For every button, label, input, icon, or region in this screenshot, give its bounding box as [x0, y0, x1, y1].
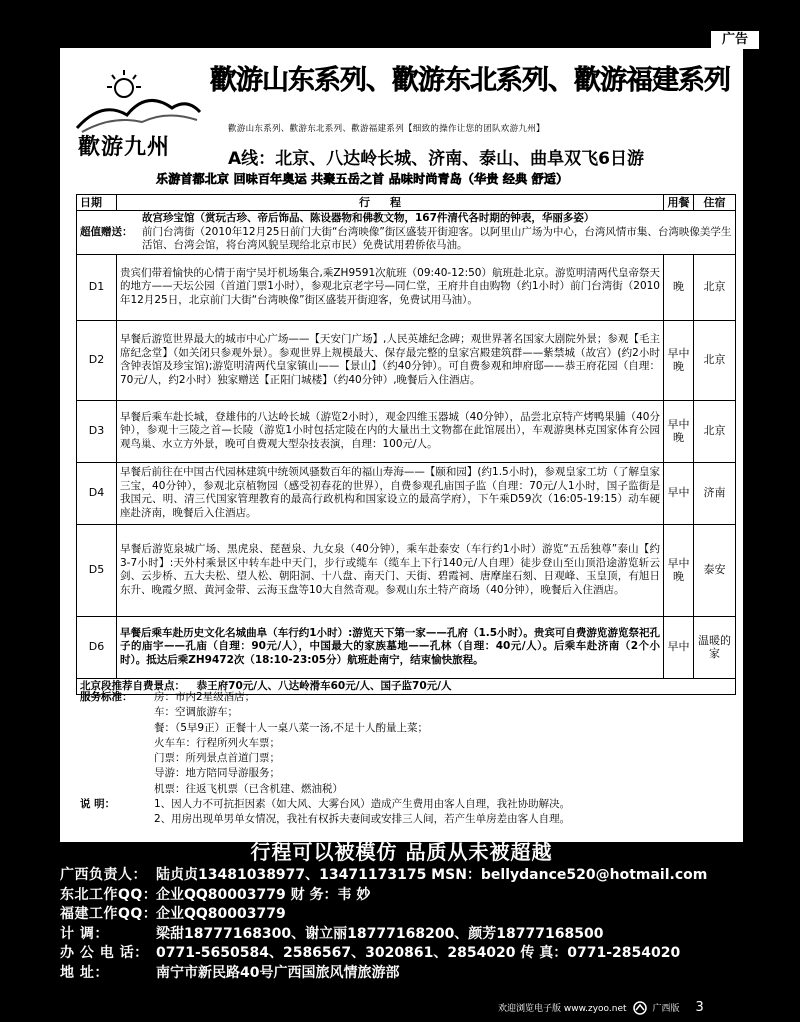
row-stay: 北京: [694, 254, 736, 320]
service-item: 机票：往返飞机票（已含机建、燃油税）: [154, 782, 343, 795]
service-item: 火车车：行程所列火车票；: [154, 736, 280, 749]
table-row: [77, 616, 736, 678]
table-row: [77, 320, 736, 400]
contact-label: 东北工作QQ：: [60, 886, 158, 903]
row-meal: 早中: [664, 462, 694, 524]
contact-label: 广西负责人：: [60, 867, 147, 883]
header-meal: 用餐: [664, 195, 694, 211]
bonus-label: 超值赠送：: [80, 225, 133, 238]
table-header: [77, 195, 736, 211]
logo-text: 歡游九州: [78, 134, 171, 160]
remark-row: [80, 797, 736, 812]
contact-row: [60, 964, 760, 984]
service-label: 服务标准：: [80, 691, 133, 703]
contact-label: 办 公 电 话：: [60, 945, 149, 961]
row-stay: 北京: [694, 320, 736, 400]
service-item: 车：空调旅游车；: [154, 706, 238, 719]
bonus-line-1: 故宫珍宝馆（赏玩古珍、帝后饰品、陈设器物和佛教文物，167件清代各时期的钟表，华丽多姿）: [142, 212, 595, 224]
contact-value: 陆贞贞13481038977、13471173175 MSN：bellydance520@hotmail.com: [156, 867, 708, 883]
contact-label: 计 调：: [60, 925, 109, 942]
row-day: D3: [77, 400, 117, 462]
table-row: [77, 462, 736, 524]
row-desc: 早餐后乘车赴长城，登雄伟的八达岭长城（游览2小时），观金四维玉器城（40分钟），品尝北京特产烤鸭果脯（40分钟），参观十三陵之首—长陵（游览1小时包括定陵在内的大量出土文物都在此馆展出），车观游奥林克国家体育公园观鸟巢、水立方外景，晚可自费观大型杂技表演，自理：100元/人。: [117, 400, 664, 462]
motto: 行程可以被模仿 品质从未被超越: [250, 840, 553, 864]
header-date: 日期: [77, 195, 117, 211]
service-item: 门票：所列景点首道门票；: [154, 752, 280, 765]
bonus-line-2: 前门台湾街（2010年12月25日前门大街“台湾映像”街区盛装开街迎客。以阿里山广场为中心，台湾风情市集、台湾映像美学生活馆、台湾会馆，将台湾风貌呈现给北京市民）免费试用碧侨依马油。: [142, 225, 732, 251]
contact-row: [60, 905, 760, 925]
main-title: 歡游山东系列、歡游东北系列、歡游福建系列: [210, 65, 730, 96]
emblem-icon: [633, 1001, 647, 1015]
table-row: [77, 254, 736, 320]
row-stay: 北京: [694, 400, 736, 462]
contact-value: 企业QQ80003779 财 务：韦 妙: [156, 886, 371, 903]
contact-value: 梁甜18777168300、谢立丽18777168200、颜芳18777168500: [156, 925, 604, 942]
row-desc: 早餐后乘车赴历史文化名城曲阜（车行约1小时）:游览天下第一家——孔府（1.5小时）。贵宾可自费游览游览祭祀孔子的庙宇——孔庙（自理：90元/人），中国最大的家族墓地——孔林（自理：40元/人）。后乘车赴济南（2个小时）。抵达后乘ZH9472次（18:10-23:05分）航班赴南宁，结束愉快旅程。: [117, 616, 664, 678]
table-row: [77, 524, 736, 616]
remark-item: 1、因人力不可抗拒因素（如大风、大雾台风）造成产生费用由客人自理，我社协助解决。: [154, 798, 571, 811]
contact-label: 福建工作QQ：: [60, 906, 158, 922]
bonus-row: [77, 211, 736, 255]
header-itinerary: 行程: [117, 195, 664, 211]
row-meal: 早中: [664, 616, 694, 678]
ad-tag: 广告: [710, 30, 760, 50]
contact-label: 地 址：: [60, 964, 109, 981]
row-desc: 早餐后前往在中国古代园林建筑中统领风骚数百年的福山寿海——【颐和园】(约1.5小时)，参观皇家工坊（了解皇家三宝，40分钟），参观北京植物园（感受初春花的世界），自费参观孔庙国子监（自理：70元/人1小时，国子监街是我国元、明、清三代国家管理教育的最高行政机构和国家设立的最高学府），下午乘D59次（16:05-19:15）动车硬座赴济南，晚餐后入住酒店。: [117, 462, 664, 524]
table-row: [77, 400, 736, 462]
bonus-line-2-wrap: [80, 226, 732, 253]
contact-row: [60, 886, 760, 906]
row-desc: 早餐后游览泉城广场、黑虎泉、琵琶泉、九女泉（40分钟），乘车赴泰安（车行约1小时）游览“五岳独尊”泰山【约3-7小时】:天外村乘景区中转车赴中天门，步行或缆车（缆车上下行140元/人自理）徒步登山至山顶沿途游览斩云剑、云步桥、五大夫松、望人松、朝阳洞、十八盘、南天门、天街、碧霞祠、唐摩崖石刻、日观峰、玉皇顶，有旭日东升、晚霞夕照、黄河金带、云海玉盘等10大自然奇观。参观山东土特产商场（40分钟），晚餐后入住酒店。: [117, 524, 664, 616]
notes-section: [80, 690, 736, 828]
contact-value: 南宁市新民路40号广西国旅风情旅游部: [156, 964, 400, 981]
header-stay: 住宿: [694, 195, 736, 211]
service-item: 房：市内2星级酒店；: [154, 691, 256, 703]
contact-value: 0771-5650584、2586567、3020861、2854020 传 真：0771-2854020: [156, 945, 681, 961]
row-desc: 贵宾们带着愉快的心情于南宁吴圩机场集合,乘ZH9591次航班（09:40-12:50）航班赴北京。游览明清两代皇帝祭天的地方——天坛公园（首道门票1小时），参观北京老字号—同仁堂，王府井自由购物（约1小时）前门台湾街（2010年12月25日，北京前门大街“台湾映像”街区盛装开街迎客，免费试用马油）。: [117, 254, 664, 320]
contact-value: 企业QQ80003779: [156, 906, 286, 922]
remark-item: 2、用房出现单男单女情况，我社有权拆夫妻间或安排三人间，若产生单房差由客人自理。: [154, 813, 571, 826]
contact-row: [60, 866, 760, 886]
row-day: D5: [77, 524, 117, 616]
row-meal: 早中晚: [664, 320, 694, 400]
itinerary-table: [76, 194, 736, 695]
row-meal: 早中晚: [664, 524, 694, 616]
row-desc: 早餐后游览世界最大的城市中心广场——【天安门广场】,人民英雄纪念碑；观世界著名国家大剧院外景；参观【毛主席纪念堂】（如关闭只参观外景）。参观世界上规模最大、保存最完整的皇家宫殿建筑群——紫禁城（故宫）(约2小时含钟表馆及珍宝馆);游览明清两代皇家镇山——【景山】（约40分钟）。可自费参观和坤府邸——恭王府花园（自理：70元/人，约2小时）独家赠送【正阳门城楼】（约40分钟）,晚餐后入住酒店。: [117, 320, 664, 400]
row-stay: 泰安: [694, 524, 736, 616]
contact-row: [60, 944, 760, 964]
footer-edition: 广西版: [652, 1004, 680, 1014]
contact-row: [60, 925, 760, 945]
row-day: D6: [77, 616, 117, 678]
row-stay: 温暖的家: [694, 616, 736, 678]
row-day: D2: [77, 320, 117, 400]
optional-spots-label: 北京段推荐自费景点：: [80, 679, 185, 692]
row-meal: 早中晚: [664, 400, 694, 462]
row-day: D1: [77, 254, 117, 320]
row-stay: 济南: [694, 462, 736, 524]
service-item: 餐：（5早9正）正餐十人一桌八菜一汤,不足十人酌量上菜；: [154, 721, 428, 734]
ad-sheet: [60, 48, 743, 842]
line-title: A线：北京、八达岭长城、济南、泰山、曲阜双飞6日游: [228, 149, 644, 169]
slogan: 乐游首都北京 回味百年奥运 共聚五岳之首 品味时尚青岛（华贵 经典 舒适）: [156, 172, 569, 186]
row-meal: 晚: [664, 254, 694, 320]
bonus-cell: [77, 211, 736, 255]
optional-spots-text: 恭王府70元/人、八达岭滑车60元/人、国子监70元/人: [196, 679, 452, 692]
page-number: 3: [695, 1000, 704, 1015]
footer: [498, 1000, 704, 1015]
remark-label: 说 明：: [80, 798, 116, 811]
service-row: [80, 690, 736, 705]
footer-text: 欢迎浏览电子版 www.zyoo.net: [498, 1004, 627, 1014]
contacts-section: [60, 866, 760, 983]
row-day: D4: [77, 462, 117, 524]
service-item: 导游：地方陪同导游服务；: [154, 767, 280, 780]
sub-series: 歡游山东系列、歡游东北系列、歡游福建系列【细致的操作让您的团队欢游九州】: [228, 124, 545, 134]
